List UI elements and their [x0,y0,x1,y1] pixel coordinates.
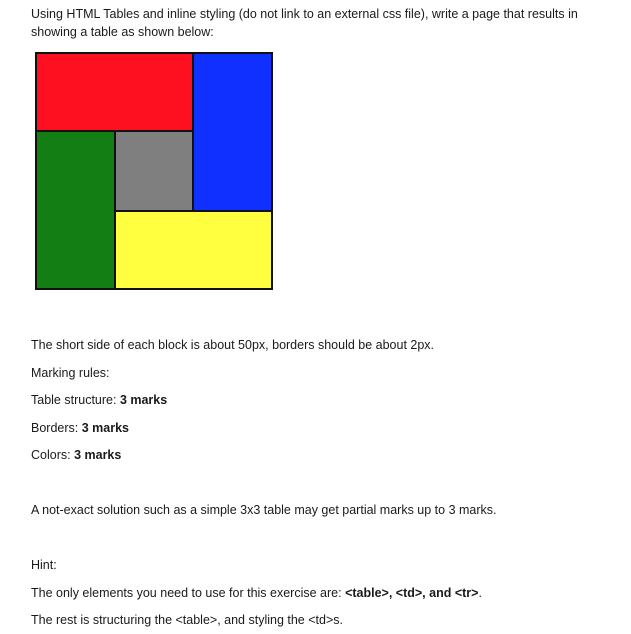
yellow-block [114,210,273,290]
red-block [35,52,194,132]
block-diagram [35,52,273,290]
rule-label: Table structure: [31,393,120,407]
hint-heading: Hint: [31,558,57,572]
rule-label: Borders: [31,421,82,435]
rule-marks: 3 marks [119,393,168,407]
hint-suffix: . [478,586,482,600]
marking-heading: Marking rules: [31,366,110,380]
size-note: The short side of each block is about 50px, borders should be about 2px. [31,338,435,352]
green-block [35,130,116,290]
rule-label: Colors: [31,448,75,462]
grey-block [114,130,194,212]
hint-structure: The rest is structuring the <table>, and styling the <td>s. [31,613,343,627]
rule-borders [31,420,129,436]
rule-table-structure [31,392,167,408]
intro-text: Using HTML Tables and inline styling (do not link to an external css file), write a page that results in showing a table as shown below: [31,7,578,39]
blue-block [192,52,273,212]
hint-prefix: The only elements you need to use for this exercise are: [31,586,346,600]
rule-marks: 3 marks [74,448,122,462]
rule-colors [31,447,121,463]
hint-elements [31,585,482,601]
partial-marks-note: A not-exact solution such as a simple 3x3 table may get partial marks up to 3 marks. [31,503,497,517]
rule-marks: 3 marks [81,421,129,435]
hint-tags: <table>, <td>, and <tr> [345,586,479,600]
